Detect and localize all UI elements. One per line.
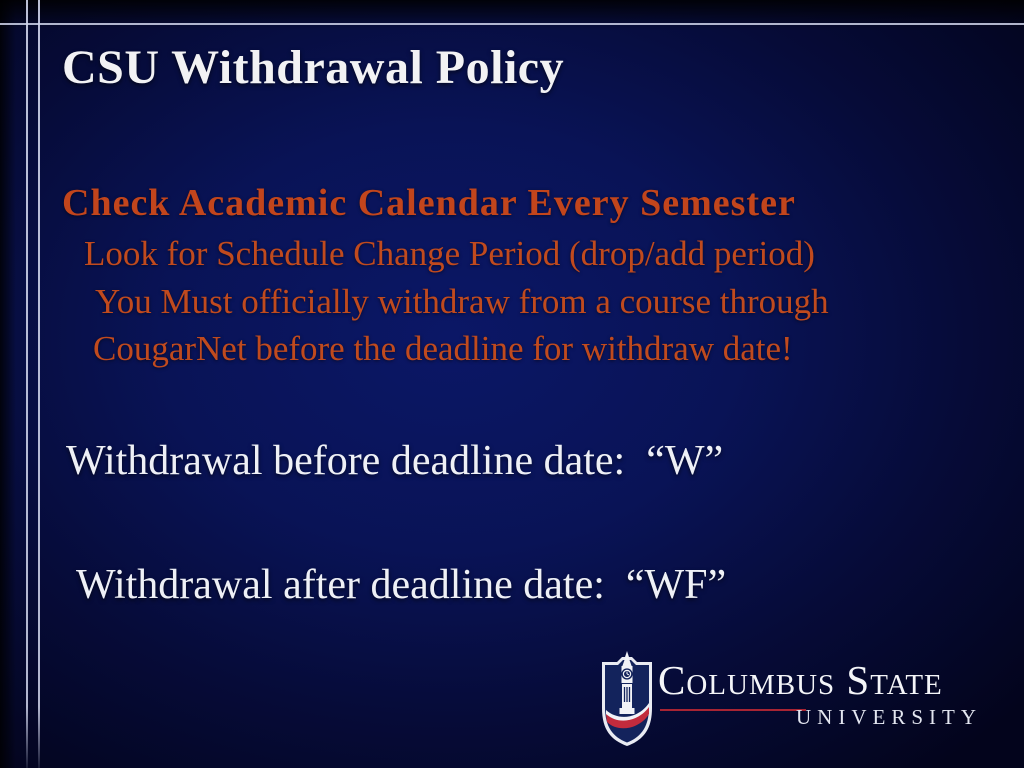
calendar-line-2: You Must officially withdraw from a course through [95,282,829,321]
withdrawal-before-text: Withdrawal before deadline date: “W” [66,438,724,484]
calendar-line-1: Look for Schedule Change Period (drop/add period) [84,234,815,273]
top-frame-line [0,23,1024,25]
calendar-line-3: CougarNet before the deadline for withdraw date! [93,329,793,368]
slide-title: CSU Withdrawal Policy [62,41,565,94]
clock-tower-shield-icon [598,650,656,748]
left-frame-line-outer [26,0,28,768]
columbus-state-logo [598,650,998,760]
logo-institution-name: Columbus State [658,657,943,703]
calendar-heading: Check Academic Calendar Every Semester [62,182,796,224]
left-frame-line-inner [38,0,40,768]
logo-university-text: UNIVERSITY [796,705,982,729]
logo-red-rule [660,709,806,711]
withdrawal-after-text: Withdrawal after deadline date: “WF” [76,562,727,608]
